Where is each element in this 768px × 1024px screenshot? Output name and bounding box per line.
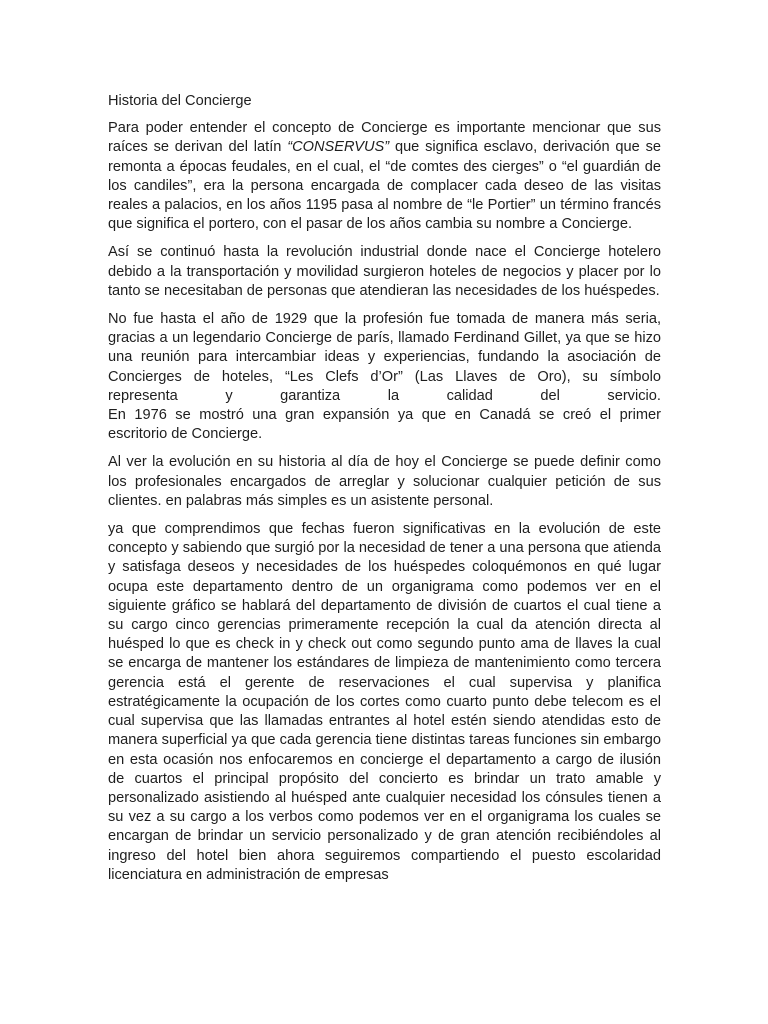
- document-title: Historia del Concierge: [108, 93, 252, 109]
- paragraph-profession: [108, 310, 661, 444]
- spread-word: servicio.: [607, 387, 661, 404]
- spread-word: representa: [108, 387, 178, 404]
- paragraph-organization: ya que comprendimos que fechas fueron significativas en la evolución de este concepto y sabiendo que surgió por la necesidad de tener a una persona que atienda y satisfaga deseos y necesidades de los huéspedes coloquémonos en qué lugar ocupa este departamento dentro de un organigrama como podemos ver en el siguiente gráfico se hablará del departamento de división de cuartos el cual tiene a su cargo cinco gerencias primeramente recepción la cual da atención directa al huésped lo que es check in y check out como segundo punto ama de llaves la cual se encarga de mantener los estándares de limpieza de mantenimiento como tercera gerencia está el gerente de reservaciones el cual supervisa y planifica estratégicamente la ocupación de los cortes como cuarto punto debe telecom es el cual supervisa que las llamadas entrantes al hotel estén siendo atendidas esto de manera superficial ya que cada gerencia tiene distintas tareas funciones sin embargo en esta ocasión nos enfocaremos en concierge el departamento a cargo de ilusión de cuartos el principal propósito del concierto es brindar un trato amable y personalizado asistiendo al huésped ante cualquier necesidad los cónsules tienen a su vez a su cargo a los verbos como podemos ver en el organigrama los cuales se encargan de brindar un servicio personalizado y de gran atención recibiéndoles al ingreso del hotel bien ahora seguiremos compartiendo el puesto escolaridad licenciatura en administración de empresas: [108, 521, 661, 883]
- spread-word: garantiza: [280, 387, 341, 404]
- paragraph-definition: Al ver la evolución en su historia al día de hoy el Concierge se puede definir como los profesionales encargados de arreglar y solucionar cualquier petición de sus clientes. en palabras más simples es un asistente personal.: [108, 454, 661, 509]
- paragraph-origin-text-a: Para poder entender el concepto de Concierge es importante mencionar que sus raíces se derivan del latín: [108, 120, 661, 156]
- paragraph-origin-text-b: que significa esclavo, derivación que se remonta a épocas feudales, en el cual, el “de comtes des cierges” o “el guardián de los candiles”, era la persona encargada de complacer cada deseo de las visitas reales a palacios, en los años 1195 pasa al nombre de “le Portier” un término francés que significa el portero, con el pasar de los años cambia su nombre a Concierge.: [108, 139, 661, 233]
- paragraph-profession-text: No fue hasta el año de 1929 que la profesión fue tomada de manera más seria, gracias a un legendario Concierge de parís, llamado Ferdinand Gillet, ya que se hizo una reunión para intercambiar ideas y experiencias, fundando la asociación de Concierges de hoteles, “Les Clefs d’Or” (Las Llaves de Oro), su símbolo: [108, 311, 661, 385]
- paragraph-profession-spread-line: [108, 387, 661, 406]
- spread-word: la: [387, 387, 400, 404]
- document-page: [108, 92, 661, 885]
- paragraph-origin-latin-term: “CONSERVUS”: [287, 139, 390, 156]
- spread-word: calidad: [446, 387, 493, 404]
- paragraph-industrial-revolution: Así se continuó hasta la revolución industrial donde nace el Concierge hotelero debido a la transportación y movilidad surgieron hoteles de negocios y placer por lo tanto se necesitaban de personas que atendieran las necesidades de los huéspedes.: [108, 244, 661, 299]
- spread-word: y: [225, 387, 233, 404]
- paragraph-origin: [108, 119, 661, 234]
- paragraph-profession-text-2: En 1976 se mostró una gran expansión ya que en Canadá se creó el primer escritorio de Concierge.: [108, 407, 661, 443]
- spread-word: del: [540, 387, 560, 404]
